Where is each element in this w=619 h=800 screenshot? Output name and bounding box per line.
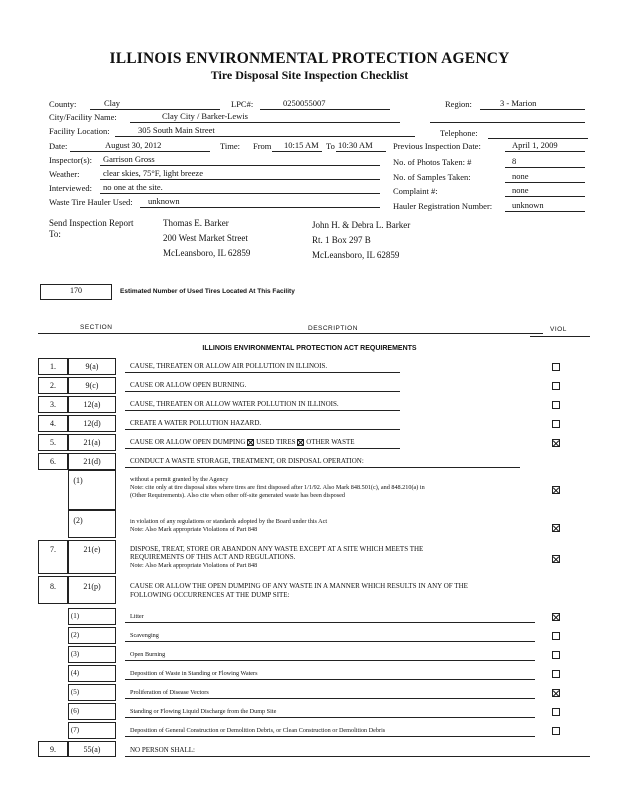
weather-value: clear skies, 75°F, light breeze — [103, 168, 203, 178]
col-section-header: SECTION — [80, 324, 113, 331]
row-num: 6. — [50, 457, 56, 466]
row9-section: 55(a) — [83, 745, 101, 754]
row-description: CAUSE, THREATEN OR ALLOW AIR POLLUTION IN ILLINOIS. — [130, 362, 328, 370]
sub6-2-label: (2) — [73, 516, 83, 525]
subitem-viol-checkbox[interactable] — [552, 689, 560, 697]
subitem-viol-checkbox[interactable] — [552, 651, 560, 659]
weather-label: Weather: — [49, 169, 80, 179]
samples-value: none — [512, 171, 529, 181]
subitem-label: (2) — [70, 631, 80, 639]
subitem-text: Litter — [130, 613, 144, 620]
row-section: 12(d) — [83, 419, 101, 428]
act-heading: ILLINOIS ENVIRONMENTAL PROTECTION ACT REQUIREMENTS — [202, 345, 417, 352]
row-description-text: CAUSE OR ALLOW OPEN DUMPING — [130, 438, 246, 446]
used-tires-checkbox[interactable] — [247, 439, 254, 446]
time-to-label: To — [326, 141, 335, 151]
complaint-value: none — [512, 185, 529, 195]
recipient2-address: Rt. 1 Box 297 B — [312, 235, 371, 245]
row-section: 21(d) — [83, 457, 101, 466]
facility-name-label: City/Facility Name: — [49, 112, 117, 122]
county-value: Clay — [104, 98, 121, 108]
subitem-viol-checkbox[interactable] — [552, 727, 560, 735]
samples-label: No. of Samples Taken: — [393, 172, 471, 182]
agency-title: ILLINOIS ENVIRONMENTAL PROTECTION AGENCY — [109, 50, 510, 67]
row-num: 4. — [50, 419, 56, 428]
lpc-value: 0250055007 — [283, 98, 326, 108]
interviewed-label: Interviewed: — [49, 183, 92, 193]
subitem-label: (6) — [70, 707, 80, 715]
complaint-label: Complaint #: — [393, 186, 438, 196]
row8-line2: FOLLOWING OCCURRENCES AT THE DUMP SITE: — [130, 591, 290, 599]
subitem-viol-checkbox[interactable] — [552, 670, 560, 678]
form-subtitle: Tire Disposal Site Inspection Checklist — [210, 68, 409, 82]
send-report-label: Send Inspection Report — [49, 218, 134, 228]
prev-inspection-value: April 1, 2009 — [512, 140, 558, 150]
subitem-underline — [125, 698, 535, 699]
subitem-underline — [125, 679, 535, 680]
recipient1-address: 200 West Market Street — [163, 233, 248, 243]
subitem-text: Standing or Flowing Liquid Discharge from the Dump Site — [130, 708, 277, 715]
row-viol-checkbox[interactable] — [552, 420, 560, 428]
row7-num: 7. — [50, 545, 56, 554]
interviewed-value: no one at the site. — [103, 182, 163, 192]
subitem-text: Open Burning — [130, 651, 166, 658]
time-from-label: From — [253, 141, 272, 151]
hauler-used-value: unknown — [148, 196, 180, 206]
sub6-2-line2: Note: Also Mark appropriate Violations of Part 848 — [130, 526, 258, 533]
row-num: 3. — [50, 400, 56, 409]
photos-label: No. of Photos Taken: # — [393, 157, 472, 167]
row-viol-checkbox[interactable] — [552, 382, 560, 390]
col-viol-header: VIOL — [550, 326, 567, 333]
subitem-viol-checkbox[interactable] — [552, 708, 560, 716]
row-underline — [125, 410, 400, 411]
hauler-reg-value: unknown — [512, 200, 544, 210]
row-viol-checkbox[interactable] — [552, 401, 560, 409]
other-waste-label: OTHER WASTE — [306, 438, 355, 446]
facility-location-value: 305 South Main Street — [138, 125, 215, 135]
sub6-1-line3: (Other Requirements). Also cite when other off-site generated waste has been disposed — [130, 492, 346, 499]
recipient2-city: McLeansboro, IL 62859 — [312, 250, 400, 260]
used-tires-label: USED TIRES — [256, 438, 296, 446]
recipient2-name: John H. & Debra L. Barker — [312, 220, 411, 230]
subitem-underline — [125, 622, 535, 623]
row-description: CAUSE OR ALLOW OPEN BURNING. — [130, 381, 247, 389]
row7-section: 21(e) — [83, 545, 101, 554]
lpc-label: LPC#: — [231, 99, 254, 109]
subitem-label: (7) — [70, 726, 80, 734]
row8-num: 8. — [50, 582, 56, 591]
sub6-2-viol-checkbox[interactable] — [552, 524, 560, 532]
row-section: 9(c) — [85, 381, 99, 390]
row9-num: 9. — [50, 745, 56, 754]
row-underline — [125, 429, 400, 430]
subitem-text: Scavenging — [130, 632, 159, 639]
other-waste-checkbox[interactable] — [297, 439, 304, 446]
send-report-to-label: To: — [49, 229, 61, 239]
row-viol-checkbox[interactable] — [552, 439, 560, 447]
row-description: CONDUCT A WASTE STORAGE, TREATMENT, OR DISPOSAL OPERATION: — [130, 457, 364, 465]
inspectors-value: Garrison Gross — [103, 154, 155, 164]
subitem-text: Deposition of Waste in Standing or Flowing Waters — [130, 670, 258, 677]
region-label: Region: — [445, 99, 472, 109]
row-description — [130, 438, 355, 446]
row-section: 9(a) — [85, 362, 99, 371]
row-underline — [125, 448, 400, 449]
sub6-2-line1: in violation of any regulations or standards adopted by the Board under this Act — [130, 518, 328, 525]
hauler-used-label: Waste Tire Hauler Used: — [49, 197, 133, 207]
subitem-underline — [125, 717, 535, 718]
row-num: 2. — [50, 381, 56, 390]
subitem-underline — [125, 641, 535, 642]
region-value: 3 - Marion — [500, 98, 537, 108]
subitem-label: (5) — [70, 688, 80, 696]
row-num: 5. — [50, 438, 56, 447]
row7-line3: Note: Also Mark appropriate Violations of Part 848 — [130, 562, 258, 569]
subitem-label: (1) — [70, 612, 80, 620]
subitem-underline — [125, 660, 535, 661]
sub6-1-line2: Note: cite only at tire disposal sites where tires are first disposed after 1/1/92. Also Mark 848.501(c), and 848.210(a) in — [130, 484, 425, 491]
recipient1-city: McLeansboro, IL 62859 — [163, 248, 251, 258]
subitem-underline — [125, 736, 535, 737]
telephone-label: Telephone: — [440, 128, 478, 138]
row-num: 1. — [50, 362, 56, 371]
row8-line1: CAUSE OR ALLOW THE OPEN DUMPING OF ANY WASTE IN A MANNER WHICH RESULTS IN ANY OF THE — [130, 582, 468, 590]
row-description: CREATE A WATER POLLUTION HAZARD. — [130, 419, 262, 427]
sub6-1-viol-checkbox[interactable] — [552, 486, 560, 494]
sub6-1-label: (1) — [73, 476, 83, 485]
facility-name-value: Clay City / Barker-Lewis — [162, 111, 248, 121]
photos-value: 8 — [512, 156, 517, 166]
hauler-reg-label: Hauler Registration Number: — [393, 201, 493, 211]
row7-line1: DISPOSE, TREAT, STORE OR ABANDON ANY WASTE EXCEPT AT A SITE WHICH MEETS THE — [130, 545, 424, 553]
row-viol-checkbox[interactable] — [552, 363, 560, 371]
recipient1-name: Thomas E. Barker — [163, 218, 229, 228]
row-section: 12(a) — [83, 400, 101, 409]
subitem-label: (4) — [70, 669, 80, 677]
tire-count-value: 170 — [70, 286, 82, 295]
time-label: Time: — [220, 141, 241, 151]
row-underline — [125, 391, 400, 392]
subitem-text: Proliferation of Disease Vectors — [130, 689, 209, 696]
row9-text: NO PERSON SHALL: — [130, 746, 195, 754]
inspectors-label: Inspector(s): — [49, 155, 92, 165]
prev-inspection-label: Previous Inspection Date: — [393, 141, 481, 151]
time-from-value: 10:15 AM — [284, 140, 319, 150]
tire-count-label: Estimated Number of Used Tires Located At This Facility — [120, 288, 295, 295]
date-value: August 30, 2012 — [105, 140, 162, 150]
subitem-text: Deposition of General Construction or Demolition Debris, or Clean Construction or Demolition Debris — [130, 727, 386, 734]
col-description-header: DESCRIPTION — [308, 325, 358, 332]
subitem-viol-checkbox[interactable] — [552, 632, 560, 640]
row-underline — [125, 467, 520, 468]
time-to-value: 10:30 AM — [338, 140, 373, 150]
row-section: 21(a) — [83, 438, 101, 447]
date-label: Date: — [49, 141, 68, 151]
row7-line2: REQUIREMENTS OF THIS ACT AND REGULATIONS. — [130, 553, 296, 561]
row8-section: 21(p) — [83, 582, 101, 591]
county-label: County: — [49, 99, 77, 109]
row-underline — [125, 372, 400, 373]
facility-location-label: Facility Location: — [49, 126, 110, 136]
subitem-label: (3) — [70, 650, 80, 658]
row7-viol-checkbox[interactable] — [552, 555, 560, 563]
row-description: CAUSE, THREATEN OR ALLOW WATER POLLUTION IN ILLINOIS. — [130, 400, 339, 408]
sub6-1-line1: without a permit granted by the Agency — [130, 476, 229, 483]
subitem-viol-checkbox[interactable] — [552, 613, 560, 621]
